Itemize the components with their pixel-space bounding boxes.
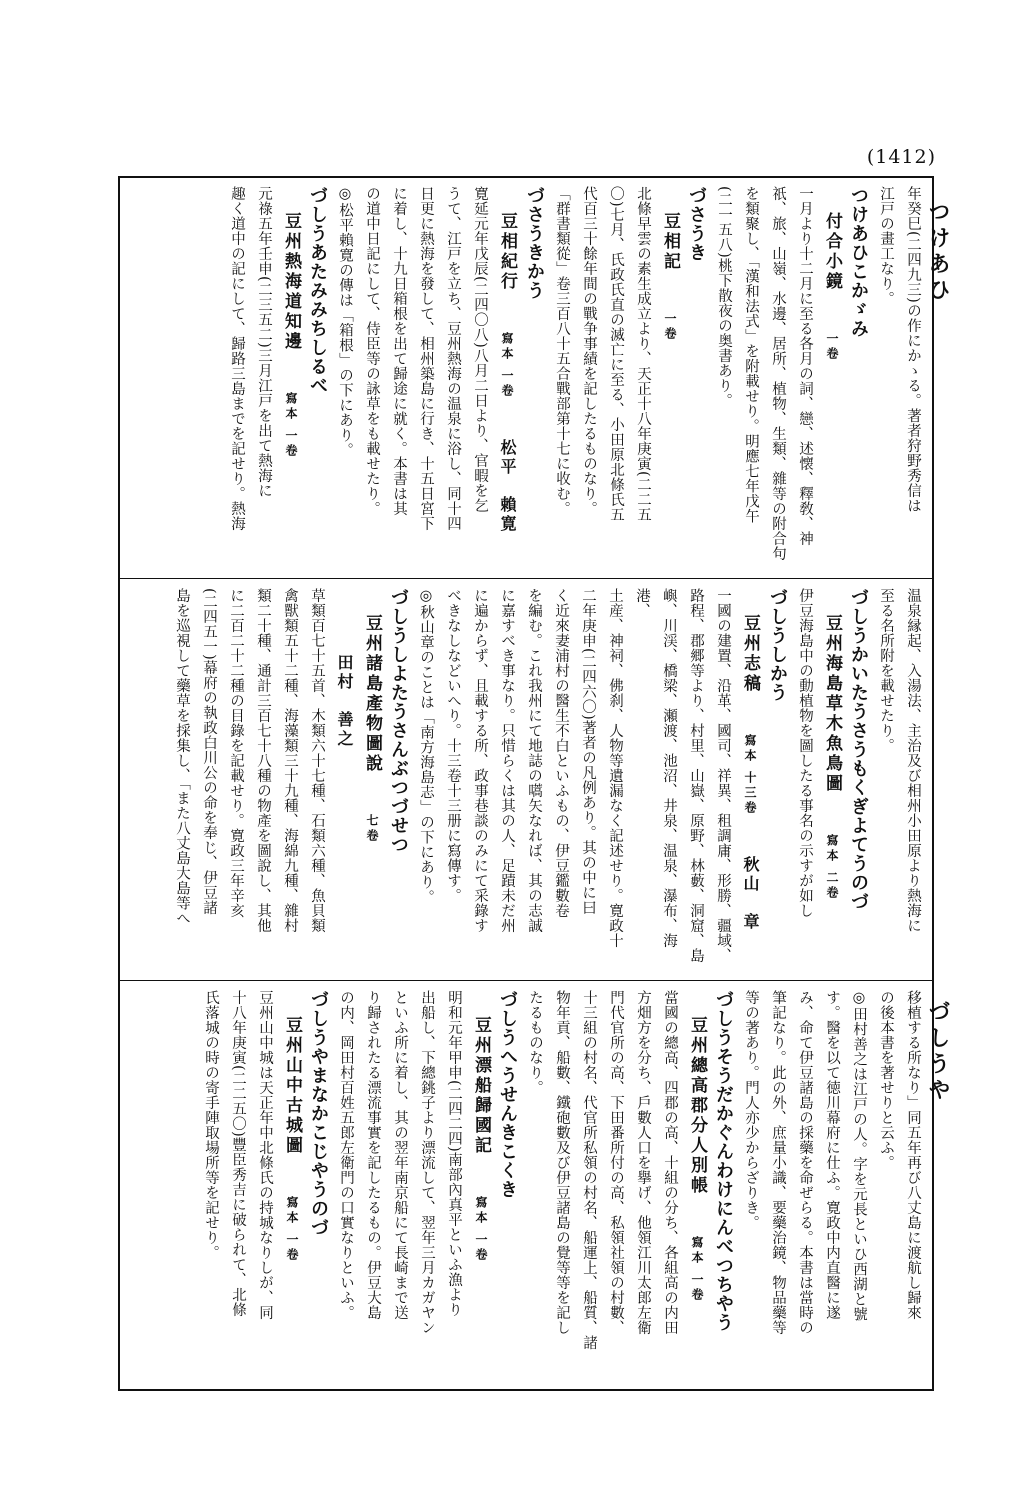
entry-text-line: 路程、郡郷等より、村里、山嶽、原野、林藪、洞窟、島: [688, 588, 704, 963]
entry-text-line: の内、岡田村百姓五郎左衛門の口實なりといふ。: [338, 990, 354, 1320]
entry-author: 秋山 章: [741, 856, 760, 933]
entry-text-line: 等の著あり。門人亦少からざりき。: [743, 990, 759, 1230]
tier-lower-columns: [126, 990, 926, 1384]
entry-text-line: 代百三十餘年間の戰争事績を記したるものなり。: [581, 186, 597, 516]
entry-text-line: 北條早雲の素生成立より、天正十八年庚寅(二二五: [635, 186, 651, 523]
entry-text-line: うて、江戸を立ち、豆州熱海の温泉に浴し、同十四: [445, 186, 461, 531]
entry-title: [493, 186, 521, 572]
tier-divider-2: [120, 980, 932, 981]
entry-text-line: 趣く道中の記にして、歸路三島までを記せり。熱海: [229, 186, 245, 531]
tier-upper-columns: [126, 186, 926, 572]
page-number: (1412): [866, 146, 936, 168]
entry-author: 田村 善之: [335, 654, 354, 749]
tier-middle: [120, 580, 932, 980]
entry-reading: づさうき: [686, 186, 707, 262]
entry-text-line: 〇)七月、氏政氏直の滅亡に至る、小田原北條氏五: [608, 186, 624, 523]
entry-text-line: 十八年庚寅(二二五〇)豐臣秀吉に破られて、北條: [230, 990, 246, 1318]
entry-reading: づしうしかう: [767, 588, 788, 702]
entry-text-line: 二年庚申(二四六〇)著者の凡例あり。其の中に曰: [580, 588, 596, 916]
entry-title-text: 豆州海島草木魚鳥圖: [822, 614, 842, 794]
entry-text-line: ◎田村善之は江戸の人。字を元長といひ西湖と號: [851, 990, 867, 1322]
entry-title-text: 豆州熱海道知邊: [281, 212, 301, 352]
entry-reading: つけあひこかゞみ: [848, 186, 869, 338]
entry-text-line: 草類百七十五首、木類六十七種、石類六種、魚貝類: [309, 588, 325, 933]
tier-lower: [120, 982, 932, 1390]
entry-title-text: 豆相記: [660, 212, 680, 272]
entry-text-line: の道中日記にして、侍臣等の詠草をも載せたり。: [364, 186, 380, 516]
entry-volumes: 寫本 一卷: [690, 1236, 704, 1304]
index-heading-bottom: づしうや: [925, 1000, 951, 1104]
entry-text-line: 明和元年甲申(二四二四)南部內真平といふ漁より: [446, 990, 462, 1318]
entry-text-line: を類聚し、「漢和法式」を附載せり。明應七年戊午: [743, 186, 759, 524]
entry-text-line: 方畑方を分ち、戶數人口を擧げ、他領江川太郎左衛: [635, 990, 651, 1335]
entry-volumes: 寫本 一卷: [474, 1196, 488, 1264]
entry-text-line: 門代官所の高、下田番所付の高、私領社領の村數、: [608, 990, 624, 1335]
entry-reading: づしうあたみみちしるべ: [307, 186, 328, 395]
entry-text-line: 嶼、川渓、橋梁、瀬渡、池沼、井泉、温泉、瀑布、海港、: [634, 588, 677, 948]
entry-text-line: り歸されたる漂流事實を記したるもの。伊豆大島: [365, 990, 381, 1320]
entry-text-line: を編む。これ我州にて地誌の嚆矢なれば、其の志誠: [526, 588, 542, 933]
entry-volumes: 寫本 二卷: [825, 834, 839, 902]
entry-reading: づしうやまなかこじやうのづ: [308, 990, 329, 1237]
entry-text-line: 島を巡視して藥草を採集し、「また八丈島大島等へ: [174, 588, 190, 926]
entry-volumes: 寫本 一卷: [285, 1196, 299, 1264]
entry-text-line: 類二十種、通計三百七十八種の物產を圖說し、其他: [255, 588, 271, 933]
entry-title: [278, 990, 305, 1384]
entry-text-line: み、命て伊豆諸島の採藥を命ぜらる。本書は當時の: [797, 990, 813, 1335]
entry-volumes: 一卷: [825, 332, 839, 362]
entry-title: [683, 990, 710, 1384]
entry-text-line: に遍からず、且載する所、政事巷談のみにて采錄す: [472, 588, 488, 933]
entry-reading: づしうかいたうさうもくぎよてうのづ: [848, 588, 869, 911]
entry-title: [277, 186, 304, 572]
dictionary-page-frame: [118, 176, 934, 1391]
entry-text-line: ◎松平賴寛の傳は「箱根」の下にあり。: [337, 186, 353, 458]
entry-title-text: 豆相紀行: [497, 212, 517, 292]
entry-volumes: 七卷: [365, 814, 379, 844]
entry-title-text: 豆州諸島產物圖說: [362, 614, 382, 774]
entry-title: [467, 990, 494, 1384]
entry-text-line: 至る名所附を載せたり。: [878, 588, 894, 753]
entry-title: [330, 588, 385, 974]
entry-text-line: 出船し、下總銚子より漂流して、翌年三月カガヤン: [419, 990, 435, 1335]
entry-text-line: 筆記なり。此の外、庶量小識、要藥治鏡、物品藥等: [770, 990, 786, 1335]
entry-volumes: 一卷: [663, 312, 677, 342]
entry-text-line: の後本書を著せりと云ふ。: [878, 990, 894, 1170]
entry-text-line: 伊豆海島中の動植物を圖したる事名の示すが如し: [797, 588, 813, 918]
tier-middle-columns: [126, 588, 926, 974]
entry-text-line: といふ所に着し、其の翌年南京船にて長崎まで送: [392, 990, 408, 1320]
entry-reading: づしうしよたうさんぶつづせつ: [388, 588, 409, 854]
entry-volumes: 寫本 十三卷: [743, 734, 757, 817]
tier-divider-1: [120, 578, 932, 579]
entry-text-line: 當國の總高、四郡の高、十組の分ち、各組高の内田: [662, 990, 678, 1335]
entry-text-line: に嘉すべき事なり。只惜らくは其の人、足蹟未だ州: [499, 588, 515, 933]
entry-text-line: 十三組の村名、代官所私領の村名、船運上、船質、諸: [581, 990, 597, 1350]
entry-title: [656, 186, 683, 572]
entry-title-text: 豆州漂船歸國記: [471, 1016, 491, 1156]
entry-text-line: 移植する所なり」同五年再び八丈島に渡航し歸來: [905, 990, 921, 1320]
entry-text-line: 江戸の畫工なり。: [878, 186, 894, 306]
entry-volumes: 寫本 一卷: [284, 392, 298, 460]
entry-text-line: 日更に熱海を發して、相州築島に行き、十五日宮下: [418, 186, 434, 531]
entry-title: [818, 588, 845, 974]
entry-text-line: に着し、十九日箱根を出て歸途に就く。本書は其: [391, 186, 407, 516]
entry-text-line: す。醫を以て徳川幕府に仕ふ。寛政中内直醫に遂: [824, 990, 840, 1320]
entry-title-text: 豆州山中古城圖: [282, 1016, 302, 1156]
entry-text-line: 一月より十二月に至る各月の詞、戀、述懐、釋敎、神: [797, 186, 813, 546]
entry-text-line: 温泉縁起、入湯法、主治及び相州小田原より熱海に: [905, 588, 921, 933]
entry-text-line: に二百二十二種の目錄を記載せり。寛政三年辛亥: [228, 588, 244, 918]
index-heading-top: つけあひ: [925, 200, 951, 304]
entry-text-line: 年癸巳(二四九三)の作にかゝる。著者狩野秀信は: [905, 186, 921, 514]
entry-text-line: 物年貢、船數、鐵砲數及び伊豆諸島の覺等等を記し: [554, 990, 570, 1335]
entry-title: [818, 186, 845, 572]
entry-text-line: 寛延元年戊辰(二四〇八)八月二日より、官暇を乞: [472, 186, 488, 514]
entry-text-line: (二四五一)幕府の執政白川公の命を奉じ、伊豆諸: [201, 588, 217, 916]
entry-text-line: 豆州山中城は天正年中北條氏の持城なりしが、同: [257, 990, 273, 1320]
entry-text-line: く近來妻浦村の醫生不白といふもの、伊豆鑑數卷: [553, 588, 569, 918]
entry-reading: づしうそうだかぐんわけにんべつちやう: [713, 990, 734, 1332]
entry-reading: づさうきかう: [524, 186, 545, 300]
entry-title-text: 豆州志稿: [740, 614, 760, 694]
entry-author: 松平 賴寛: [498, 439, 517, 535]
entry-text-line: 土産、神祠、佛刹、人物等遺漏なく記述せり。寛政十: [607, 588, 623, 948]
entry-text-line: 氏落城の時の寄手陣取場所等を記せり。: [203, 990, 219, 1260]
entry-text-line: ◎秋山章のことは「南方海島志」の下にあり。: [418, 588, 434, 905]
entry-text-line: 元祿五年壬申(二三五二)三月江戸を出て熱海に: [256, 186, 272, 499]
tier-upper: [120, 178, 932, 578]
entry-text-line: 一國の建置、沿革、國司、祥異、租調庸、形勝、疆域、: [715, 588, 731, 963]
entry-volumes: 寫本 一卷: [500, 332, 514, 400]
entry-text-line: たるものなり。: [527, 990, 543, 1095]
entry-text-line: べきなしなどいへり。十三卷十三册に寫傳す。: [445, 588, 461, 903]
entry-title-text: 付合小鏡: [822, 212, 842, 292]
entry-reading: づしうへうせんきこくき: [497, 990, 518, 1199]
entry-title: [736, 588, 764, 974]
entry-title-text: 豆州總高郡分人別帳: [687, 1016, 707, 1196]
entry-text-line: 禽獸類五十二種、海藻類三十九種、海綿九種、雜村: [282, 588, 298, 933]
entry-text-line: (二一五八)桃下散夜の奥書あり。: [716, 186, 732, 409]
entry-text-line: 祇、旅、山嶺、水邊、居所、植物、生類、雜等の附合句: [770, 186, 786, 561]
entry-text-line: 「群書類從」卷三百八十五合戰部第十七に收む。: [554, 186, 570, 516]
